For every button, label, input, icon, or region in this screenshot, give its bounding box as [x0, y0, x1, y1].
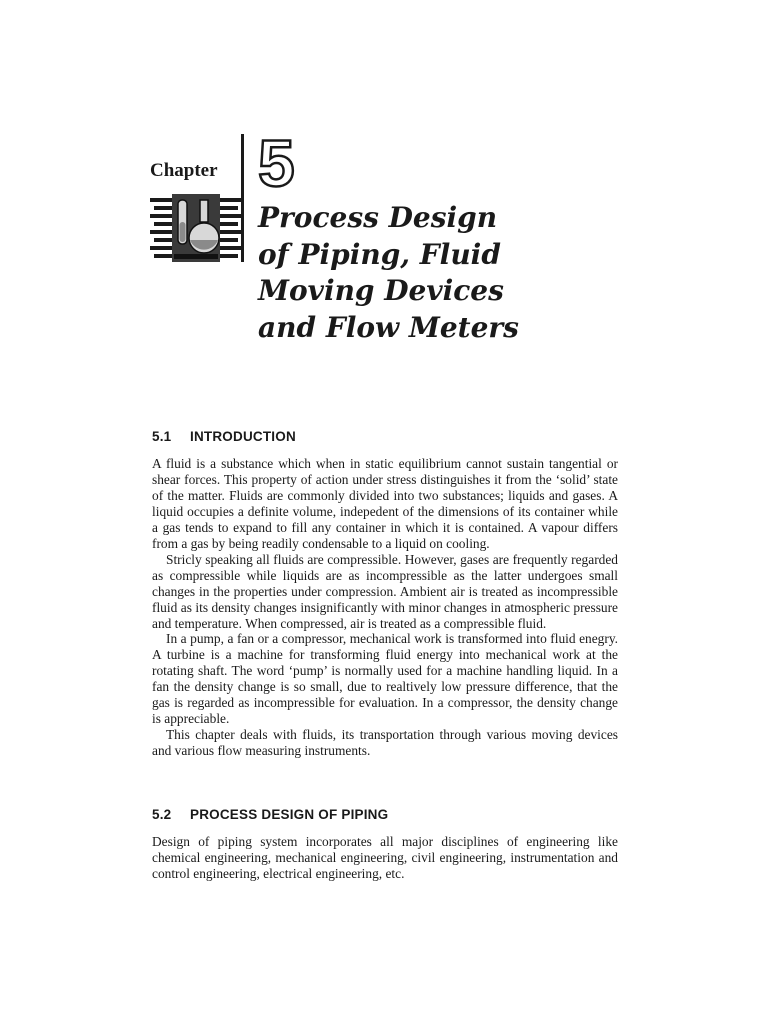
paragraph: Stricly speaking all fluids are compressible. However, gases are frequently regarded as compressible while liquids are as incompressible as the latter undergoes small changes in the properties under compression. Ambient air is treated as incompressible fluid as its density changes insignificantly with minor changes in atmospheric pressure and temperature. When compressed, air is treated as a compressible fluid. — [152, 551, 618, 631]
chapter-title-line: of Piping, Fluid — [258, 237, 501, 271]
paragraph: In a pump, a fan or a compressor, mechanical work is transformed into fluid enegry. A turbine is a machine for transforming fluid energy into mechanical work at the rotating shaft. The word ‘pump’ is normally used for a machine handling liquid. In a fan the density change is so small, due to realtively low pressure difference, that the gas is regarded as incompressible for evaluation. In a compressor, the density change is appreciable. — [152, 631, 618, 727]
paragraph: Design of piping system incorporates all major disciplines of engineering like chemical engineering, mechanical engineering, civil engineering, instrumentation and control engineering, electrical engineering, etc. — [152, 834, 618, 881]
paragraph: A fluid is a substance which when in static equilibrium cannot sustain tangential or shear forces. This property of action under stress distinguishes it from the ‘solid’ state of the matter. Fluids are commonly divided into two substances; liquids and gases. A liquid occupies a definite volume, indepedent of the dimensions of its container while a gas tends to expand to fill any container in which it is contained. A vapour differs from a gas by being readily condensable to a liquid on cooling. — [152, 456, 618, 551]
section-body-introduction — [152, 456, 618, 759]
section-body-process-design-of-piping — [152, 834, 618, 882]
section-heading-introduction — [152, 429, 296, 444]
chapter-number: 5 — [258, 126, 295, 200]
section-title: PROCESS DESIGN OF PIPING — [190, 807, 389, 822]
section-number: 5.1 — [152, 429, 172, 444]
paragraph: This chapter deals with fluids, its transportation through various moving devices and various flow measuring instruments. — [152, 727, 618, 759]
chapter-title-line: Moving Devices — [258, 274, 504, 307]
chapter-label: Chapter — [150, 160, 218, 181]
laboratory-glassware-icon — [150, 192, 242, 264]
chapter-title-line: Process Design — [258, 201, 498, 234]
section-number: 5.2 — [152, 807, 172, 822]
chapter-title-line: and Flow Meters — [258, 310, 519, 344]
section-heading-process-design-of-piping — [152, 807, 388, 822]
chapter-title — [258, 200, 738, 346]
section-title: INTRODUCTION — [190, 429, 296, 444]
